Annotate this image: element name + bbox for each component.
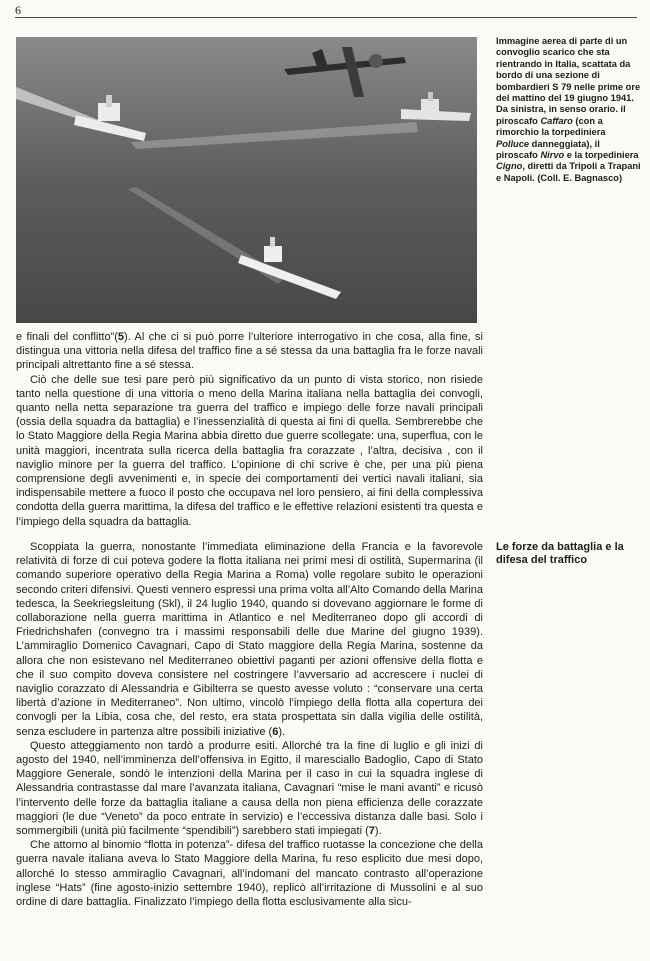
caption-text-3: danneggiata), il piroscafo: [496, 138, 600, 161]
paragraph: Scoppiata la guerra, nonostante l’immediata eliminazione della Francia e la favorevole relatività di forze di cui poteva godere la flotta italiana nei primi mesi di ostilità, Supermarina (il comando superiore operativo della Regia Marina a Roma) volle regolare subito le operazioni secondo criteri difensivi. Questi vennero espressi una prima volta all’Alto Comando della Marina tedesca, la Seekriegsleitung (Skl), il 24 luglio 1940, quando si dovevano aggiornare le forme di collaborazione nella guerra marittima in Atlantico e nel Mediterraneo dopo gli accordi di Friedrichshafen (convegno tra i massimi responsabili delle due Marine del giugno 1939). L’ammiraglio Domenico Cavagnari, Capo di Stato maggiore della Regia Marina, sostenne da allora che non esistevano nel Mediterraneo obiettivi paganti per azioni offensive della flotta e che il suo compito doveva consistere nel costringere l’avversario ad accrescere i nuclei di naviglio corazzato di Alessandria e Gibilterra se questo avesse voluto : “conservare una certa libertà d’azione in Mediterraneo”. Non ultimo, vincolò l’impiego della flotta alla copertura dei convogli per la Libia, cosa che, del resto, era stata prospettata sin dalla vigilia delle ostilità, senza escludere in partenza altre possibili iniziative (6).: [16, 541, 483, 738]
page-number: 6: [15, 3, 21, 17]
caption-ship-polluce: Polluce: [496, 138, 530, 149]
footnote-ref: 6: [272, 725, 279, 738]
paragraph: Che attorno al binomio “flotta in potenza”- difesa del traffico ruotasse la concezione che della guerra navale italiana aveva lo Stato Maggiore della Marina, fu reso esplicito due mesi dopo, allorché lo stesso ammiraglio Cavagnari, all’indomani del mancato contrasto all’operazione inglese “Hats” (fine agosto-inizio settembre 1940), replicò all’irritazione di Mussolini e al suo ordine di dare battaglia. Finalizzato l’impiego della flotta esclusivamente alla sicu-: [16, 839, 483, 909]
caption-ship-cigno: Cigno: [496, 161, 523, 172]
body-text-upper: [16, 330, 483, 529]
section-heading: Le forze da battaglia e la difesa del traffico: [496, 541, 624, 566]
caption-text-5: , diretti da Tripoli a Trapani e Napoli. (Coll. E. Bagnasco): [496, 161, 641, 183]
paragraph: e finali del conflitto”(5). Al che ci si può porre l’ulteriore interrogativo in che cosa, alla fine, si distingua una vittoria nella difesa del traffico fine a sé stessa da una battaglia fra le forze navali principali altrettanto fine a sé stessa.: [16, 331, 483, 372]
caption-ship-caffaro: Caffaro: [540, 115, 573, 126]
paragraph: Questo atteggiamento non tardò a produrre esiti. Allorché tra la fine di luglio e gli inizi di agosto del 1940, nell’imminenza dell’offensiva in Egitto, il maresciallo Badoglio, Capo di Stato Maggiore Generale, sondò le intenzioni della Marina per il caso in cui la squadra inglese di Alessandria contrastasse dal mare l’avanzata italiana, Cavagnari “mise le mani avanti” e ricusò l’intervento delle forze da battaglia italiane a causa della non piena efficienza delle corazzate maggiori (le due “Veneto” da poco entrate in servizio) e l’eccessiva distanza dalle basi. Solo i sommergibili (unità più facilmente “spendibili”) sarebbero stati impiegati (7).: [16, 739, 483, 838]
footnote-ref: 5: [117, 331, 125, 343]
caption-ship-nirvo: Nirvo: [540, 150, 565, 161]
caption-text-4: e la torpediniera: [564, 150, 639, 161]
photo-caption: [496, 36, 641, 184]
footnote-ref: 7: [368, 825, 375, 838]
caption-text-1: Immagine aerea di parte di un convoglio scarico che sta rientrando in Italia, scattata da bordo di una sezione di bombardieri S 79 nelle prime ore del mattino del 19 giugno 1941. Da sinistra, in senso orario. il piroscafo: [496, 36, 641, 126]
body-text-lower: [16, 540, 483, 909]
paragraph: Ciò che delle sue tesi pare però più significativo da un punto di vista storico, non risiede tanto nella questione di una vittoria o meno della Marina italiana nella battaglia dei convogli, quanto nella netta separazione tra guerra del traffico e impiego delle forze navali principali (ossia della squadra da battaglia) e l’inessenzialità di questa ai fini di quella. Sembrerebbe che lo Stato Maggiore della Regia Marina abbia diretto due guerre scollegate: una, superflua, con le unità maggiori, incentrata sulla ricerca della battaglia fra corazzate , l’altra, decisiva , con il naviglio minore per la guerra del traffico. L’opinione di chi scrive è che, per una più piena comprensione degli avvenimenti e, in specie dei comportamenti dei vertici navali italiani, sia indispensabile mettere a fuoco il posto che occupava nel loro pensiero, ai fini della complessiva condotta della guerra marittima, la difesa del traffico e le effettive relazioni esistenti tra questa e l’impiego della squadra da battaglia.: [16, 373, 483, 528]
header-rule: [15, 17, 637, 18]
caption-text-2: (con a rimorchio la torpediniera: [496, 115, 606, 138]
aerial-convoy-photo: [16, 37, 477, 323]
